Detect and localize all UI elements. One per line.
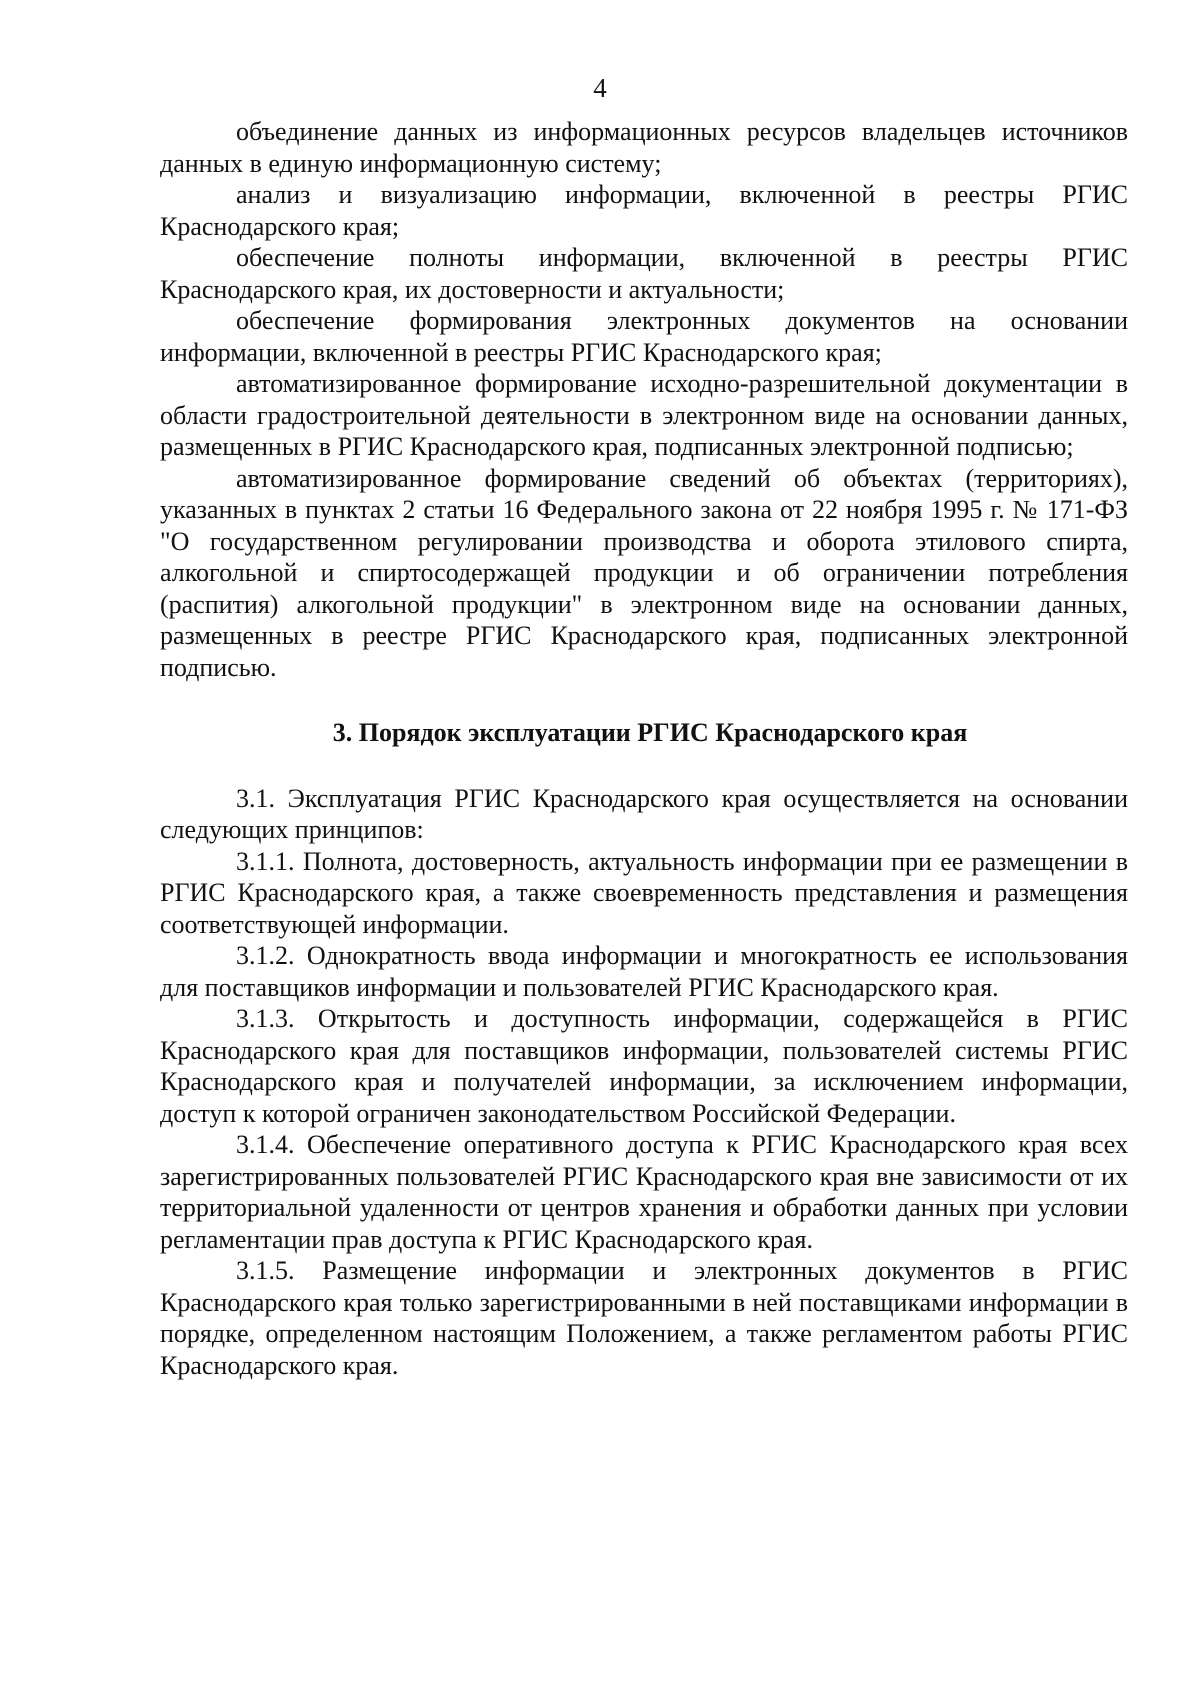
paragraph: 3.1.4. Обеспечение оперативного доступа к РГИС Краснодарского края всех зарегистрированных пользователей РГИС Краснодарского края вне зависимости от их территориальной удаленности от центров хранения и обработки данных при условии регламентации прав доступа к РГИС Краснодарского края. [160,1130,1128,1254]
paragraph: автоматизированное формирование сведений об объектах (территориях), указанных в пунктах 2 статьи 16 Федерального закона от 22 ноября 1995 г. № 171-ФЗ "О государственном регулировании производства и оборота этилового спирта, алкогольной и спиртосодержащей продукции и об ограничении потребления (распития) алкогольной продукции" в электронном виде на основании данных, размещенных в реестре РГИС Краснодарского края, подписанных электронной подписью. [160,463,1128,682]
paragraph: 3.1.5. Размещение информации и электронных документов в РГИС Краснодарского края только зарегистрированными в ней поставщиками информации в порядке, определенном настоящим Положением, а также регламентом работы РГИС Краснодарского края. [160,1256,1128,1380]
page-number: 4 [593,73,607,103]
paragraph: объединение данных из информационных ресурсов владельцев источников данных в единую информационную систему; [160,117,1128,178]
paragraph: 3.1.3. Открытость и доступность информации, содержащейся в РГИС Краснодарского края для поставщиков информации, пользователей системы РГИС Краснодарского края и получателей информации, за исключением информации, доступ к которой ограничен законодательством Российской Федерации. [160,1004,1128,1128]
paragraph: 3.1.1. Полнота, достоверность, актуальность информации при ее размещении в РГИС Краснодарского края, а также своевременность представления и размещения соответствующей информации. [160,846,1128,939]
paragraph: обеспечение полноты информации, включенной в реестры РГИС Краснодарского края, их достоверности и актуальности; [160,243,1128,304]
section-heading: 3. Порядок эксплуатации РГИС Краснодарского края [332,718,968,747]
paragraph: обеспечение формирования электронных документов на основании информации, включенной в реестры РГИС Краснодарского края; [160,306,1128,367]
paragraph: автоматизированное формирование исходно-разрешительной документации в области градостроительной деятельности в электронном виде на основании данных, размещенных в РГИС Краснодарского края, подписанных электронной подписью; [160,369,1128,461]
document-body [160,116,1128,1381]
paragraph: 3.1.2. Однократность ввода информации и многократность ее использования для поставщиков информации и пользователей РГИС Краснодарского края. [160,941,1128,1002]
paragraph: анализ и визуализацию информации, включенной в реестры РГИС Краснодарского края; [160,180,1128,241]
paragraph: 3.1. Эксплуатация РГИС Краснодарского края осуществляется на основании следующих принципов: [160,783,1128,844]
